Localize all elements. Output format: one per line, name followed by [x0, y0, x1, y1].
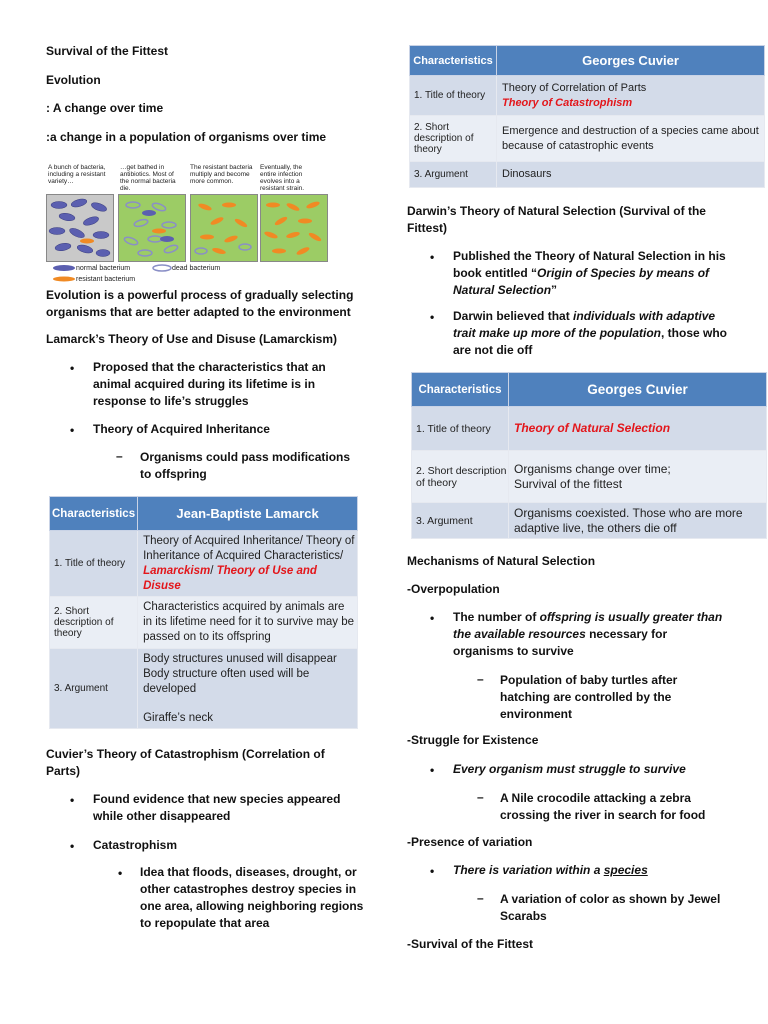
bullet-icon: •: [70, 793, 75, 807]
cuvier-heading: Cuvier’s Theory of Catastrophism (Correlation of Parts): [46, 747, 325, 778]
bullet-icon: •: [430, 250, 435, 264]
lamarck-bullet-1: Proposed that the characteristics that an animal acquired during its lifetime is in response to life’s struggles: [93, 360, 326, 408]
darwin-row-1-label: 1. Title of theory: [412, 407, 509, 451]
lamarck-table-header-name: Jean-Baptiste Lamarck: [138, 497, 358, 531]
cuvier-table-header-name: Georges Cuvier: [497, 46, 765, 76]
lamarck-row-1-label: 1. Title of theory: [50, 531, 138, 597]
overpopulation-heading: -Overpopulation: [407, 582, 500, 596]
lamarck-table: [49, 496, 358, 729]
evolution-sentence: Evolution is a powerful process of gradually selecting organisms that are better adapted to the environment: [46, 288, 354, 319]
darwin-table-header-characteristics: Characteristics: [412, 373, 509, 407]
bullet-icon: •: [70, 423, 75, 437]
cuvier-row-2-value: Emergence and destruction of a species came about because of catastrophic events: [497, 116, 765, 162]
overpopulation-sub: Population of baby turtles after hatching are controlled by the environment: [500, 673, 678, 721]
legend-dead: dead bacterium: [172, 265, 221, 272]
lamarck-row-2-label: 2. Short description of theory: [50, 597, 138, 649]
cuvier-bullet-2: Catastrophism: [93, 838, 178, 852]
lamarck-sub-1: Organisms could pass modifications to offspring: [140, 450, 351, 481]
dash-icon: –: [477, 790, 484, 804]
darwin-row-2-label: 2. Short description of theory: [412, 451, 509, 503]
panel-4-bacteria: [261, 195, 327, 261]
darwin-heading: Darwin’s Theory of Natural Selection (Survival of the Fittest): [407, 204, 706, 235]
struggle-sub: A Nile crocodile attacking a zebra crossing the river in search for food: [500, 791, 706, 822]
panel-caption-3: The resistant bacteria multiply and become more common.: [190, 164, 253, 185]
resistant-bacterium-swatch: [53, 277, 75, 282]
bullet-icon: •: [430, 310, 435, 324]
page-title: Survival of the Fittest: [46, 44, 169, 58]
lamarck-row-3-label: 3. Argument: [50, 649, 138, 729]
panel-2: [118, 194, 186, 262]
panel-2-bacteria: [119, 195, 185, 261]
panel-caption-4: Eventually, the entire infection evolves into a resistant strain.: [260, 164, 305, 192]
darwin-row-2-value: Organisms change over time; Survival of the fittest: [509, 451, 767, 503]
dead-bacterium-swatch: [153, 265, 171, 271]
bullet-icon: •: [118, 866, 123, 880]
lamarck-row-3-value: Body structures unused will disappear Body structure often used will be developed Giraffe’s neck: [138, 649, 358, 729]
legend-resistant: resistant bacterium: [76, 276, 136, 283]
overpopulation-bullet: The number of offspring is usually greater than the available resources necessary for organisms to survive: [453, 610, 723, 658]
lamarck-bullet-2: Theory of Acquired Inheritance: [93, 422, 270, 436]
darwin-row-1-value: Theory of Natural Selection: [509, 407, 767, 451]
bullet-icon: •: [70, 839, 75, 853]
legend-normal: normal bacterium: [76, 265, 131, 272]
variation-bullet: There is variation within a species: [453, 863, 648, 877]
cuvier-table-header-characteristics: Characteristics: [410, 46, 497, 76]
normal-bacterium-swatch: [53, 265, 75, 271]
cuvier-row-3-label: 3. Argument: [410, 162, 497, 188]
lamarck-row-1-value: Theory of Acquired Inheritance/ Theory of Inheritance of Acquired Characteristics/ Lamarckism/ Theory of Use and Disuse: [138, 531, 358, 597]
variation-heading: -Presence of variation: [407, 835, 533, 849]
cuvier-row-3-value: Dinosaurs: [497, 162, 765, 188]
evolution-definition-2: :a change in a population of organisms over time: [46, 130, 327, 144]
panel-4: [260, 194, 328, 262]
antibiotic-resistance-figure: [46, 158, 316, 286]
cuvier-row-1-value: Theory of Correlation of Parts Theory of Catastrophism: [497, 76, 765, 116]
lamarck-row-2-value: Characteristics acquired by animals are in its lifetime need for it to survive may be passed on to its offspring: [138, 597, 358, 649]
cuvier-table: [409, 45, 765, 188]
panel-caption-1: A bunch of bacteria, including a resistant variety…: [48, 164, 106, 185]
panel-1-bacteria: [47, 195, 113, 261]
darwin-bullet-2: Darwin believed that individuals with adaptive trait make up more of the population, those who are not die off: [453, 309, 728, 357]
bullet-icon: •: [70, 361, 75, 375]
bullet-icon: •: [430, 611, 435, 625]
darwin-row-3-label: 3. Argument: [412, 503, 509, 539]
panel-caption-2: …get bathed in antibiotics. Most of the normal bacteria die.: [120, 164, 176, 192]
darwin-row-3-value: Organisms coexisted. Those who are more adaptive live, the others die off: [509, 503, 767, 539]
variation-sub: A variation of color as shown by Jewel Scarabs: [500, 892, 721, 923]
bullet-icon: •: [430, 763, 435, 777]
struggle-bullet: Every organism must struggle to survive: [453, 762, 686, 776]
mechanisms-heading: Mechanisms of Natural Selection: [407, 554, 596, 568]
panel-3: [190, 194, 258, 262]
darwin-table-header-name: Georges Cuvier: [509, 373, 767, 407]
survival-heading: -Survival of the Fittest: [407, 937, 534, 951]
cuvier-row-2-label: 2. Short description of theory: [410, 116, 497, 162]
dash-icon: –: [116, 449, 123, 463]
cuvier-row-1-label: 1. Title of theory: [410, 76, 497, 116]
struggle-heading: -Struggle for Existence: [407, 733, 539, 747]
dash-icon: –: [477, 672, 484, 686]
darwin-bullet-1: Published the Theory of Natural Selection in his book entitled “Origin of Species by means of Natural Selection”: [453, 249, 726, 297]
lamarck-table-header-characteristics: Characteristics: [50, 497, 138, 531]
evolution-heading: Evolution: [46, 73, 101, 87]
darwin-table: [411, 372, 767, 539]
cuvier-bullet-1: Found evidence that new species appeared while other disappeared: [93, 792, 341, 823]
dash-icon: –: [477, 891, 484, 905]
evolution-definition-1: : A change over time: [46, 101, 164, 115]
bullet-icon: •: [430, 864, 435, 878]
lamarck-heading: Lamarck’s Theory of Use and Disuse (Lamarckism): [46, 332, 337, 346]
panel-3-bacteria: [191, 195, 257, 261]
cuvier-sub-1: Idea that floods, diseases, drought, or other catastrophes destroy species in one area, allowing neighboring regions to repopulate that area: [140, 865, 364, 930]
panel-1: [46, 194, 114, 262]
